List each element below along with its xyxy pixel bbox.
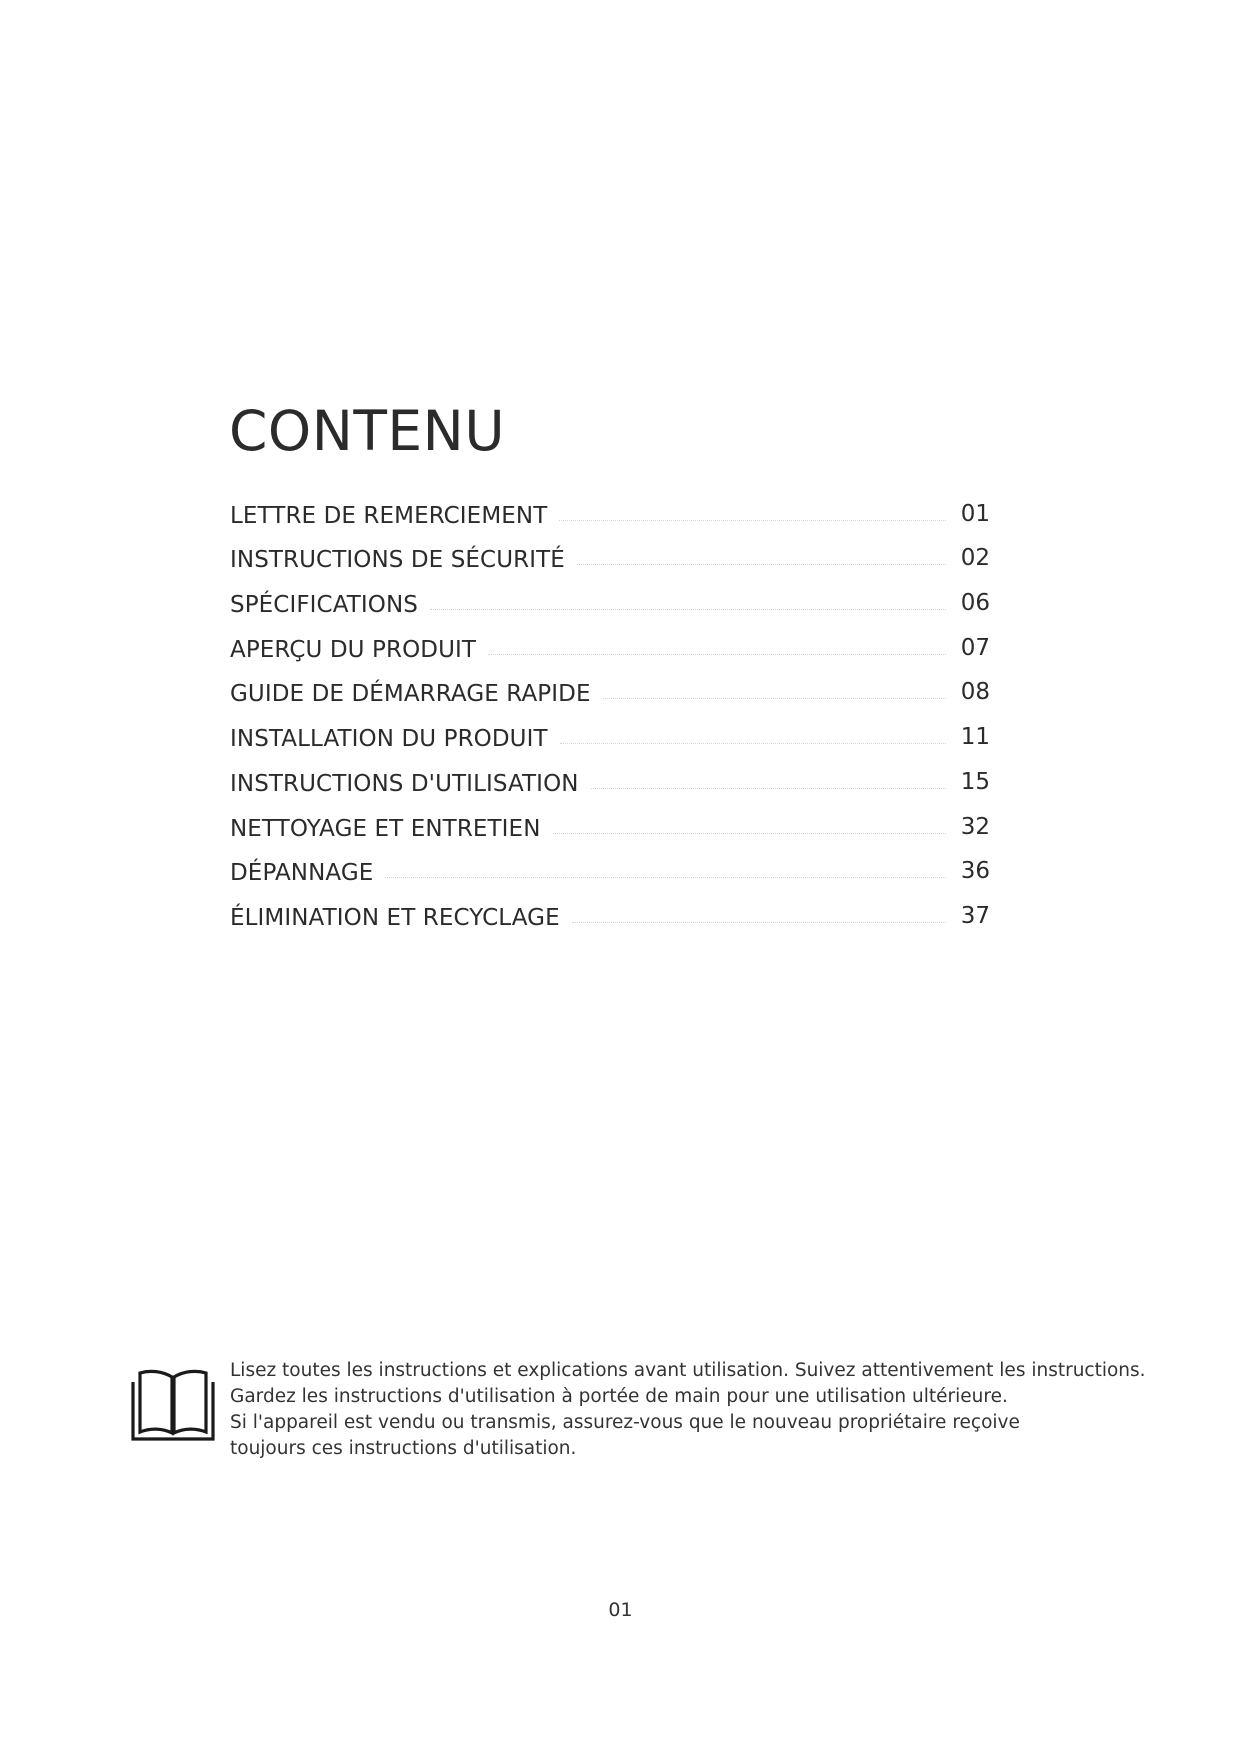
toc-entry-page: 06 <box>960 590 990 617</box>
toc-entry <box>230 711 990 756</box>
toc-entry-page: 15 <box>960 768 990 795</box>
toc-entry-label: NETTOYAGE ET ENTRETIEN <box>230 815 541 842</box>
toc-entry-page: 02 <box>960 545 990 572</box>
read-instructions-notice <box>130 1358 1146 1468</box>
toc-entry-label: LETTRE DE REMERCIEMENT <box>230 502 548 529</box>
toc-leader-dots <box>559 520 946 521</box>
toc-entry-page: 32 <box>960 813 990 840</box>
toc-leader-dots <box>591 788 946 789</box>
toc-leader-dots <box>488 654 946 655</box>
open-book-icon <box>130 1368 216 1442</box>
toc-leader-dots <box>577 564 946 565</box>
toc-entry <box>230 801 990 846</box>
toc-entry <box>230 577 990 622</box>
toc-entry-label: INSTALLATION DU PRODUIT <box>230 726 548 753</box>
toc-leader-dots <box>553 833 947 834</box>
page-title: CONTENU <box>229 399 506 463</box>
toc-entry-page: 07 <box>960 634 990 661</box>
notice-line: toujours ces instructions d'utilisation. <box>230 1438 577 1459</box>
toc-entry-page: 36 <box>960 858 990 885</box>
toc-entry-label: INSTRUCTIONS DE SÉCURITÉ <box>230 547 565 574</box>
toc-entry <box>230 488 990 533</box>
toc-entry-label: APERÇU DU PRODUIT <box>230 636 477 663</box>
notice-line: Si l'appareil est vendu ou transmis, assurez-vous que le nouveau propriétaire reçoive <box>230 1412 1020 1433</box>
notice-line: Gardez les instructions d'utilisation à portée de main pour une utilisation ultérieure. <box>230 1386 1008 1407</box>
notice-line: Lisez toutes les instructions et explications avant utilisation. Suivez attentivement les instructions. <box>230 1360 1146 1381</box>
toc-entry-page: 11 <box>960 724 990 751</box>
toc-entry-page: 37 <box>960 902 990 929</box>
toc-entry-page: 01 <box>960 500 990 527</box>
toc-entry <box>230 756 990 801</box>
toc-entry <box>230 846 990 891</box>
toc-entry-label: GUIDE DE DÉMARRAGE RAPIDE <box>230 681 591 708</box>
toc-leader-dots <box>560 743 946 744</box>
toc-entry-label: DÉPANNAGE <box>230 860 374 887</box>
toc-leader-dots <box>572 922 946 923</box>
toc-entry-label: INSTRUCTIONS D'UTILISATION <box>230 770 579 797</box>
toc-entry-label: SPÉCIFICATIONS <box>230 592 419 619</box>
notice-text <box>230 1358 1146 1462</box>
table-of-contents <box>230 488 990 935</box>
toc-leader-dots <box>603 698 946 699</box>
toc-entry <box>230 667 990 712</box>
toc-entry-label: ÉLIMINATION ET RECYCLAGE <box>230 904 560 931</box>
toc-leader-dots <box>385 877 946 878</box>
page-number: 01 <box>608 1599 633 1621</box>
toc-leader-dots <box>430 609 946 610</box>
toc-entry <box>230 890 990 935</box>
toc-entry-page: 08 <box>960 679 990 706</box>
toc-entry <box>230 533 990 578</box>
toc-entry <box>230 622 990 667</box>
